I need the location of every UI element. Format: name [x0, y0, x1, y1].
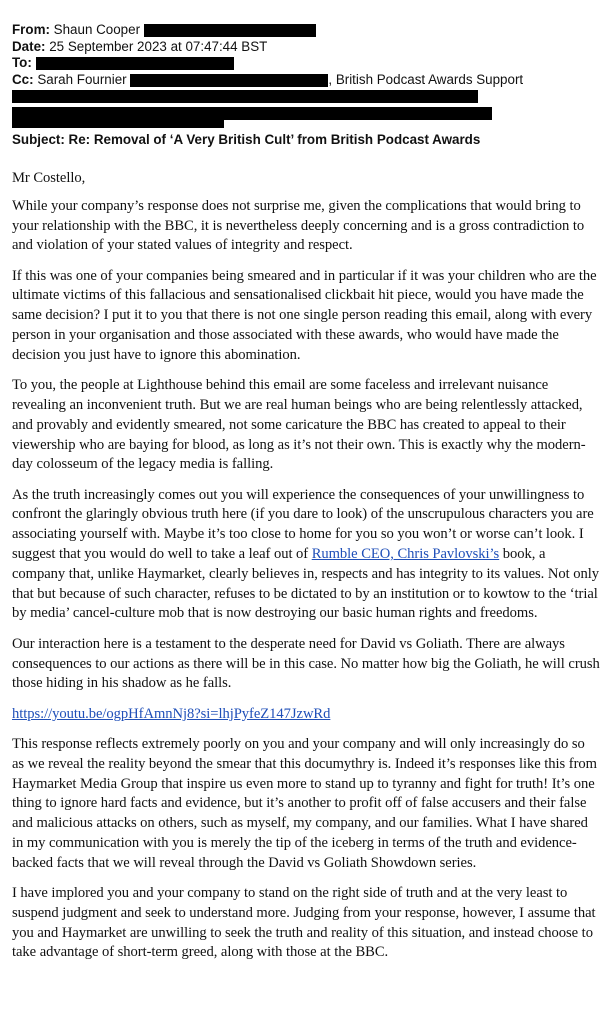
- paragraph-5: Our interaction here is a testament to the desperate need for David vs Goliath. There are always consequences to our actions as there will be in this case. No matter how big the Goliath, he will crush those hiding in his shadow as he falls.: [12, 635, 600, 692]
- cc-line: [12, 72, 600, 89]
- date-line: [12, 39, 600, 56]
- redaction-bar: [12, 119, 224, 128]
- from-line: [12, 22, 600, 39]
- redaction-bar: [36, 57, 234, 70]
- redaction-bar: [144, 24, 316, 37]
- paragraph-7: I have implored you and your company to stand on the right side of truth and at the very least to suspend judgment and seek to understand more. Judging from your response, however, I assume that you and Haymarket are unwilling to seek the truth and reality of this situation, and instead choose to take advantage of short-term greed, along with those at the BBC.: [12, 885, 596, 961]
- from-label: From:: [12, 22, 50, 37]
- cc-after: , British Podcast Awards Support: [328, 71, 524, 87]
- redacted-cc-line: [12, 121, 600, 129]
- redaction-bar: [12, 90, 478, 103]
- paragraph-2: If this was one of your companies being smeared and in particular if it was your children who are the ultimate victims of this fallacious and sensationalised clickbait hit piece, would you have made the same decision? I put it to you that there is not one single person reading this email, along with every person in your organisation and those associated with these awards, who would have made the decision you just have to ignore this abomination.: [12, 267, 597, 363]
- to-line: [12, 55, 600, 72]
- paragraph-1: While your company’s response does not surprise me, given the complications that would bring to your relationship with the BBC, it is nevertheless deeply concerning and is a gross contradiction to and violation of your stated values of integrity and respect.: [12, 197, 585, 254]
- date-label: Date:: [12, 38, 46, 54]
- youtube-link[interactable]: https://youtu.be/ogpHfAmnNj8?si=lhjPyfeZ147JzwRd: [12, 705, 331, 722]
- redaction-bar: [130, 74, 328, 87]
- subject-line: Subject: Re: Removal of ‘A Very British Cult’ from British Podcast Awards: [12, 132, 481, 147]
- url-paragraph: [12, 705, 600, 725]
- date-value: 25 September 2023 at 07:47:44 BST: [49, 38, 268, 54]
- paragraph-6: This response reflects extremely poorly on you and your company and will only increasingly do so as we reveal the reality beyond the smear that this documythry is. Indeed it’s responses like this from Haymarket Media Group that inspire us even more to stand up to tyranny and fight for truth! It’s one thing to ignore hard facts and evidence, but it’s another to profit off of false accusers and their false and malicious attacks on others, such as myself, my company, and our families. What I have shared in my communication with you is merely the tip of the iceberg in terms of the truth and evidence-backed facts that we will reveal through the David vs Goliath Showdown series.: [12, 735, 597, 871]
- email-body: [12, 169, 600, 963]
- paragraph-3: To you, the people at Lighthouse behind this email are some faceless and irrelevant nuisance revealing an inconvenient truth. But we are real human beings who are being relentlessly attacked, and provably and evidently smeared, not some caricature the BBC has created to appeal to their viewership who are baying for blood, as long as it’s not their own. This is exactly why the modern-day colosseum of the legacy media is falling.: [12, 377, 586, 473]
- redaction-bar: [12, 107, 492, 120]
- paragraph-4-end: book, a company that, unlike Haymarket, clearly believes in, respects and has integrity to its values. Not only that but because of such character, refuses to be dictated to by an institution or to kowtow to the ‘trial by media’ cancel-culture mob that is now destroying our basic human rights and freedoms.: [12, 546, 599, 622]
- salutation: Mr Costello,: [12, 170, 86, 186]
- redacted-cc-line: [12, 88, 600, 105]
- paragraph-4-start: As the truth increasingly comes out you will experience the consequences of your unwillingness to confront the glaringly obvious truth here (if you dare to look) of the unscrupulous characters you are associating yourself with. Maybe it’s too close to home for you so you won’t or worse can’t look. I suggest that you would do well to take a leaf out of: [12, 486, 594, 563]
- from-value: Shaun Cooper: [53, 22, 141, 37]
- cc-name: Sarah Fournier: [37, 71, 127, 87]
- to-label: To:: [12, 55, 32, 70]
- cc-label: Cc:: [12, 71, 34, 87]
- rumble-ceo-link[interactable]: Rumble CEO, Chris Pavlovski’s: [311, 546, 500, 563]
- paragraph-4: [12, 486, 600, 625]
